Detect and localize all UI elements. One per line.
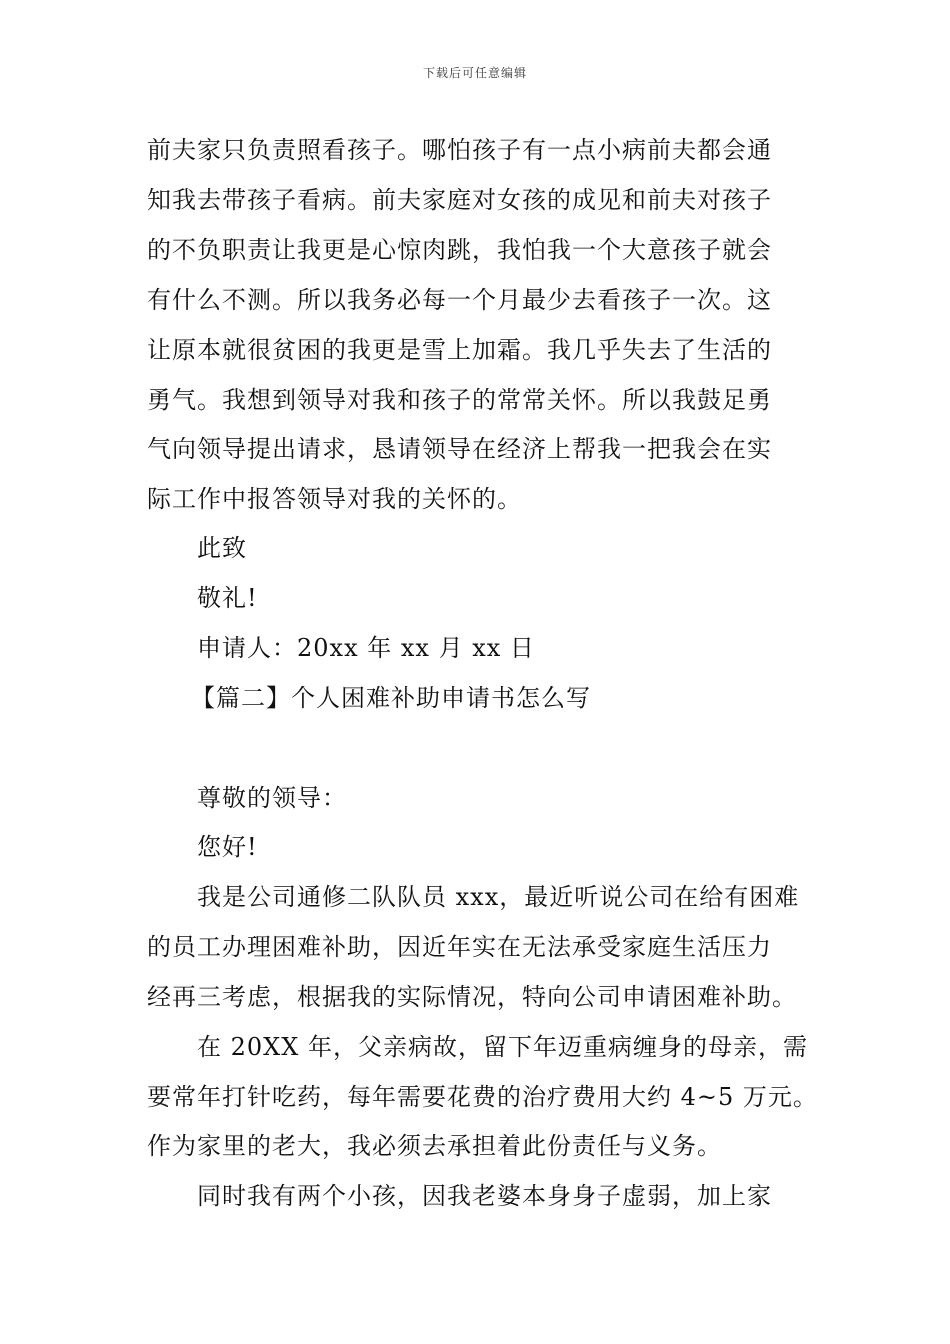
paragraph-line: 际工作中报答领导对我的关怀的。 — [147, 485, 522, 513]
paragraph-line: 知我去带孩子看病。前夫家庭对女孩的成见和前夫对孩子 — [147, 186, 772, 214]
paragraph-line: 的不负职责让我更是心惊肉跳，我怕我一个大意孩子就会 — [147, 236, 772, 264]
paragraph-line: 气向领导提出请求，恳请领导在经济上帮我一把我会在实 — [147, 435, 772, 463]
paragraph-line: 的员工办理困难补助，因近年实在无法承受家庭生活压力 — [147, 933, 772, 961]
paragraph-line: 有什么不测。所以我务必每一个月最少去看孩子一次。这 — [147, 286, 772, 314]
paragraph-line: 要常年打针吃药，每年需要花费的治疗费用大约 4~5 万元。 — [147, 1083, 818, 1111]
paragraph-line: 同时我有两个小孩，因我老婆本身身子虚弱，加上家 — [197, 1182, 772, 1210]
paragraph-line: 前夫家只负责照看孩子。哪怕孩子有一点小病前夫都会通 — [147, 136, 772, 164]
closing-salutation: 此致 — [197, 534, 247, 562]
closing-regards: 敬礼! — [197, 584, 258, 612]
paragraph-line: 经再三考虑，根据我的实际情况，特向公司申请困难补助。 — [147, 983, 797, 1011]
greeting-recipient: 尊敬的领导： — [197, 784, 347, 812]
greeting: 您好! — [197, 833, 258, 861]
applicant-date: 申请人：20xx 年 xx 月 xx 日 — [197, 634, 535, 662]
paragraph-line: 在 20XX 年，父亲病故，留下年迈重病缠身的母亲，需 — [197, 1033, 808, 1061]
page-header: 下载后可任意编辑 — [422, 66, 527, 80]
paragraph-line: 让原本就很贫困的我更是雪上加霜。我几乎失去了生活的 — [147, 336, 772, 364]
paragraph-line: 勇气。我想到领导对我和孩子的常常关怀。所以我鼓足勇 — [147, 386, 772, 414]
paragraph-line: 作为家里的老大，我必须去承担着此份责任与义务。 — [147, 1132, 722, 1160]
paragraph-line: 我是公司通修二队队员 xxx，最近听说公司在给有困难 — [197, 883, 800, 911]
section-title: 【篇二】个人困难补助申请书怎么写 — [191, 684, 591, 712]
